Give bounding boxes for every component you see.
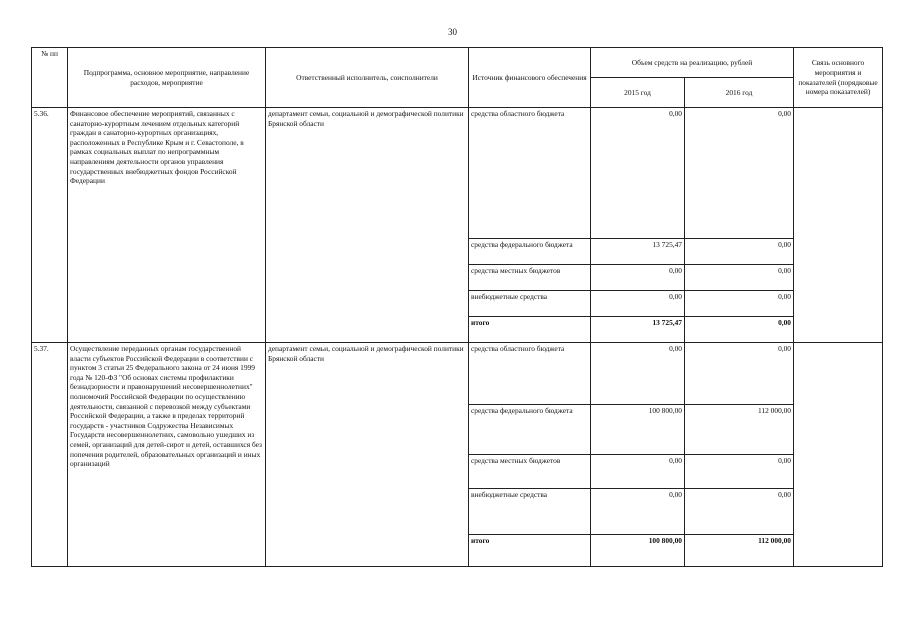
header-executor: Ответственный исполнитель, соисполнители <box>266 48 469 108</box>
row-link <box>794 343 883 567</box>
table-row <box>32 343 883 405</box>
fund-2015-total: 13 725,47 <box>591 317 685 343</box>
fund-2016: 0,00 <box>685 455 794 489</box>
row-number: 5.36. <box>32 108 68 343</box>
fund-2016: 0,00 <box>685 108 794 239</box>
fund-2015-total: 100 800,00 <box>591 535 685 567</box>
fund-2015: 0,00 <box>591 108 685 239</box>
fund-2016: 112 000,00 <box>685 405 794 455</box>
row-executor: департамент семьи, социальной и демографической политики Брянской области <box>266 108 469 343</box>
fund-2015: 0,00 <box>591 291 685 317</box>
header-program: Подпрограмма, основное мероприятие, направление расходов, мероприятие <box>68 48 266 108</box>
header-link: Связь основного мероприятия и показателей (порядковые номера показателей) <box>794 48 883 108</box>
fund-2015: 0,00 <box>591 265 685 291</box>
fund-source: средства федерального бюджета <box>469 239 591 265</box>
fund-source: внебюджетные средства <box>469 291 591 317</box>
row-program: Финансовое обеспечение мероприятий, связанных с санаторно-курортным лечением отдельных категорий граждан в санаторно-курортных организациях, расположенных в Республике Крым и г. Севастополе, в рамках социальных выплат по непрограммным направлениям деятельности органов управления государственных внебюджетных фондов Российской Федерации <box>68 108 266 343</box>
fund-2016-total: 0,00 <box>685 317 794 343</box>
table-row <box>32 108 883 239</box>
header-volume: Объем средств на реализацию, рублей <box>591 48 794 78</box>
fund-2016: 0,00 <box>685 343 794 405</box>
fund-source: средства областного бюджета <box>469 343 591 405</box>
row-executor: департамент семьи, социальной и демографической политики Брянской области <box>266 343 469 567</box>
funding-table <box>31 47 883 567</box>
fund-2015: 13 725,47 <box>591 239 685 265</box>
fund-source: средства местных бюджетов <box>469 265 591 291</box>
fund-2015: 0,00 <box>591 489 685 535</box>
header-source: Источник финансового обеспечения <box>469 48 591 108</box>
fund-2015: 100 800,00 <box>591 405 685 455</box>
fund-source: средства федерального бюджета <box>469 405 591 455</box>
fund-source: средства местных бюджетов <box>469 455 591 489</box>
header-row-1 <box>32 48 883 78</box>
fund-2016: 0,00 <box>685 489 794 535</box>
fund-source: средства областного бюджета <box>469 108 591 239</box>
fund-2016: 0,00 <box>685 265 794 291</box>
header-no: № пп <box>32 48 68 108</box>
fund-source-total: итого <box>469 535 591 567</box>
fund-source: внебюджетные средства <box>469 489 591 535</box>
fund-2016: 0,00 <box>685 239 794 265</box>
fund-2015: 0,00 <box>591 343 685 405</box>
page-number: 30 <box>448 27 457 37</box>
header-2015: 2015 год <box>591 78 685 108</box>
fund-source-total: итого <box>469 317 591 343</box>
row-program: Осуществление переданных органам государственной власти субъектов Российской Федерации в соответствии с пунктом 3 статьи 25 Федерального закона от 24 июня 1999 года № 120-ФЗ "Об основах системы профилактики безнадзорности и правонарушений несовершеннолетних" полномочий Российской Федерации по осуществлению деятельности, связанной с перевозкой между субъектами Российской Федерации, а также в пределах территорий государств - участников Содружества Независимых Государств несовершеннолетних, самовольно ушедших из семей, организаций для детей-сирот и детей, оставшихся без попечения родителей, образовательных организаций и иных организаций <box>68 343 266 567</box>
header-2016: 2016 год <box>685 78 794 108</box>
row-number: 5.37. <box>32 343 68 567</box>
fund-2016: 0,00 <box>685 291 794 317</box>
fund-2016-total: 112 000,00 <box>685 535 794 567</box>
fund-2015: 0,00 <box>591 455 685 489</box>
row-link <box>794 108 883 343</box>
